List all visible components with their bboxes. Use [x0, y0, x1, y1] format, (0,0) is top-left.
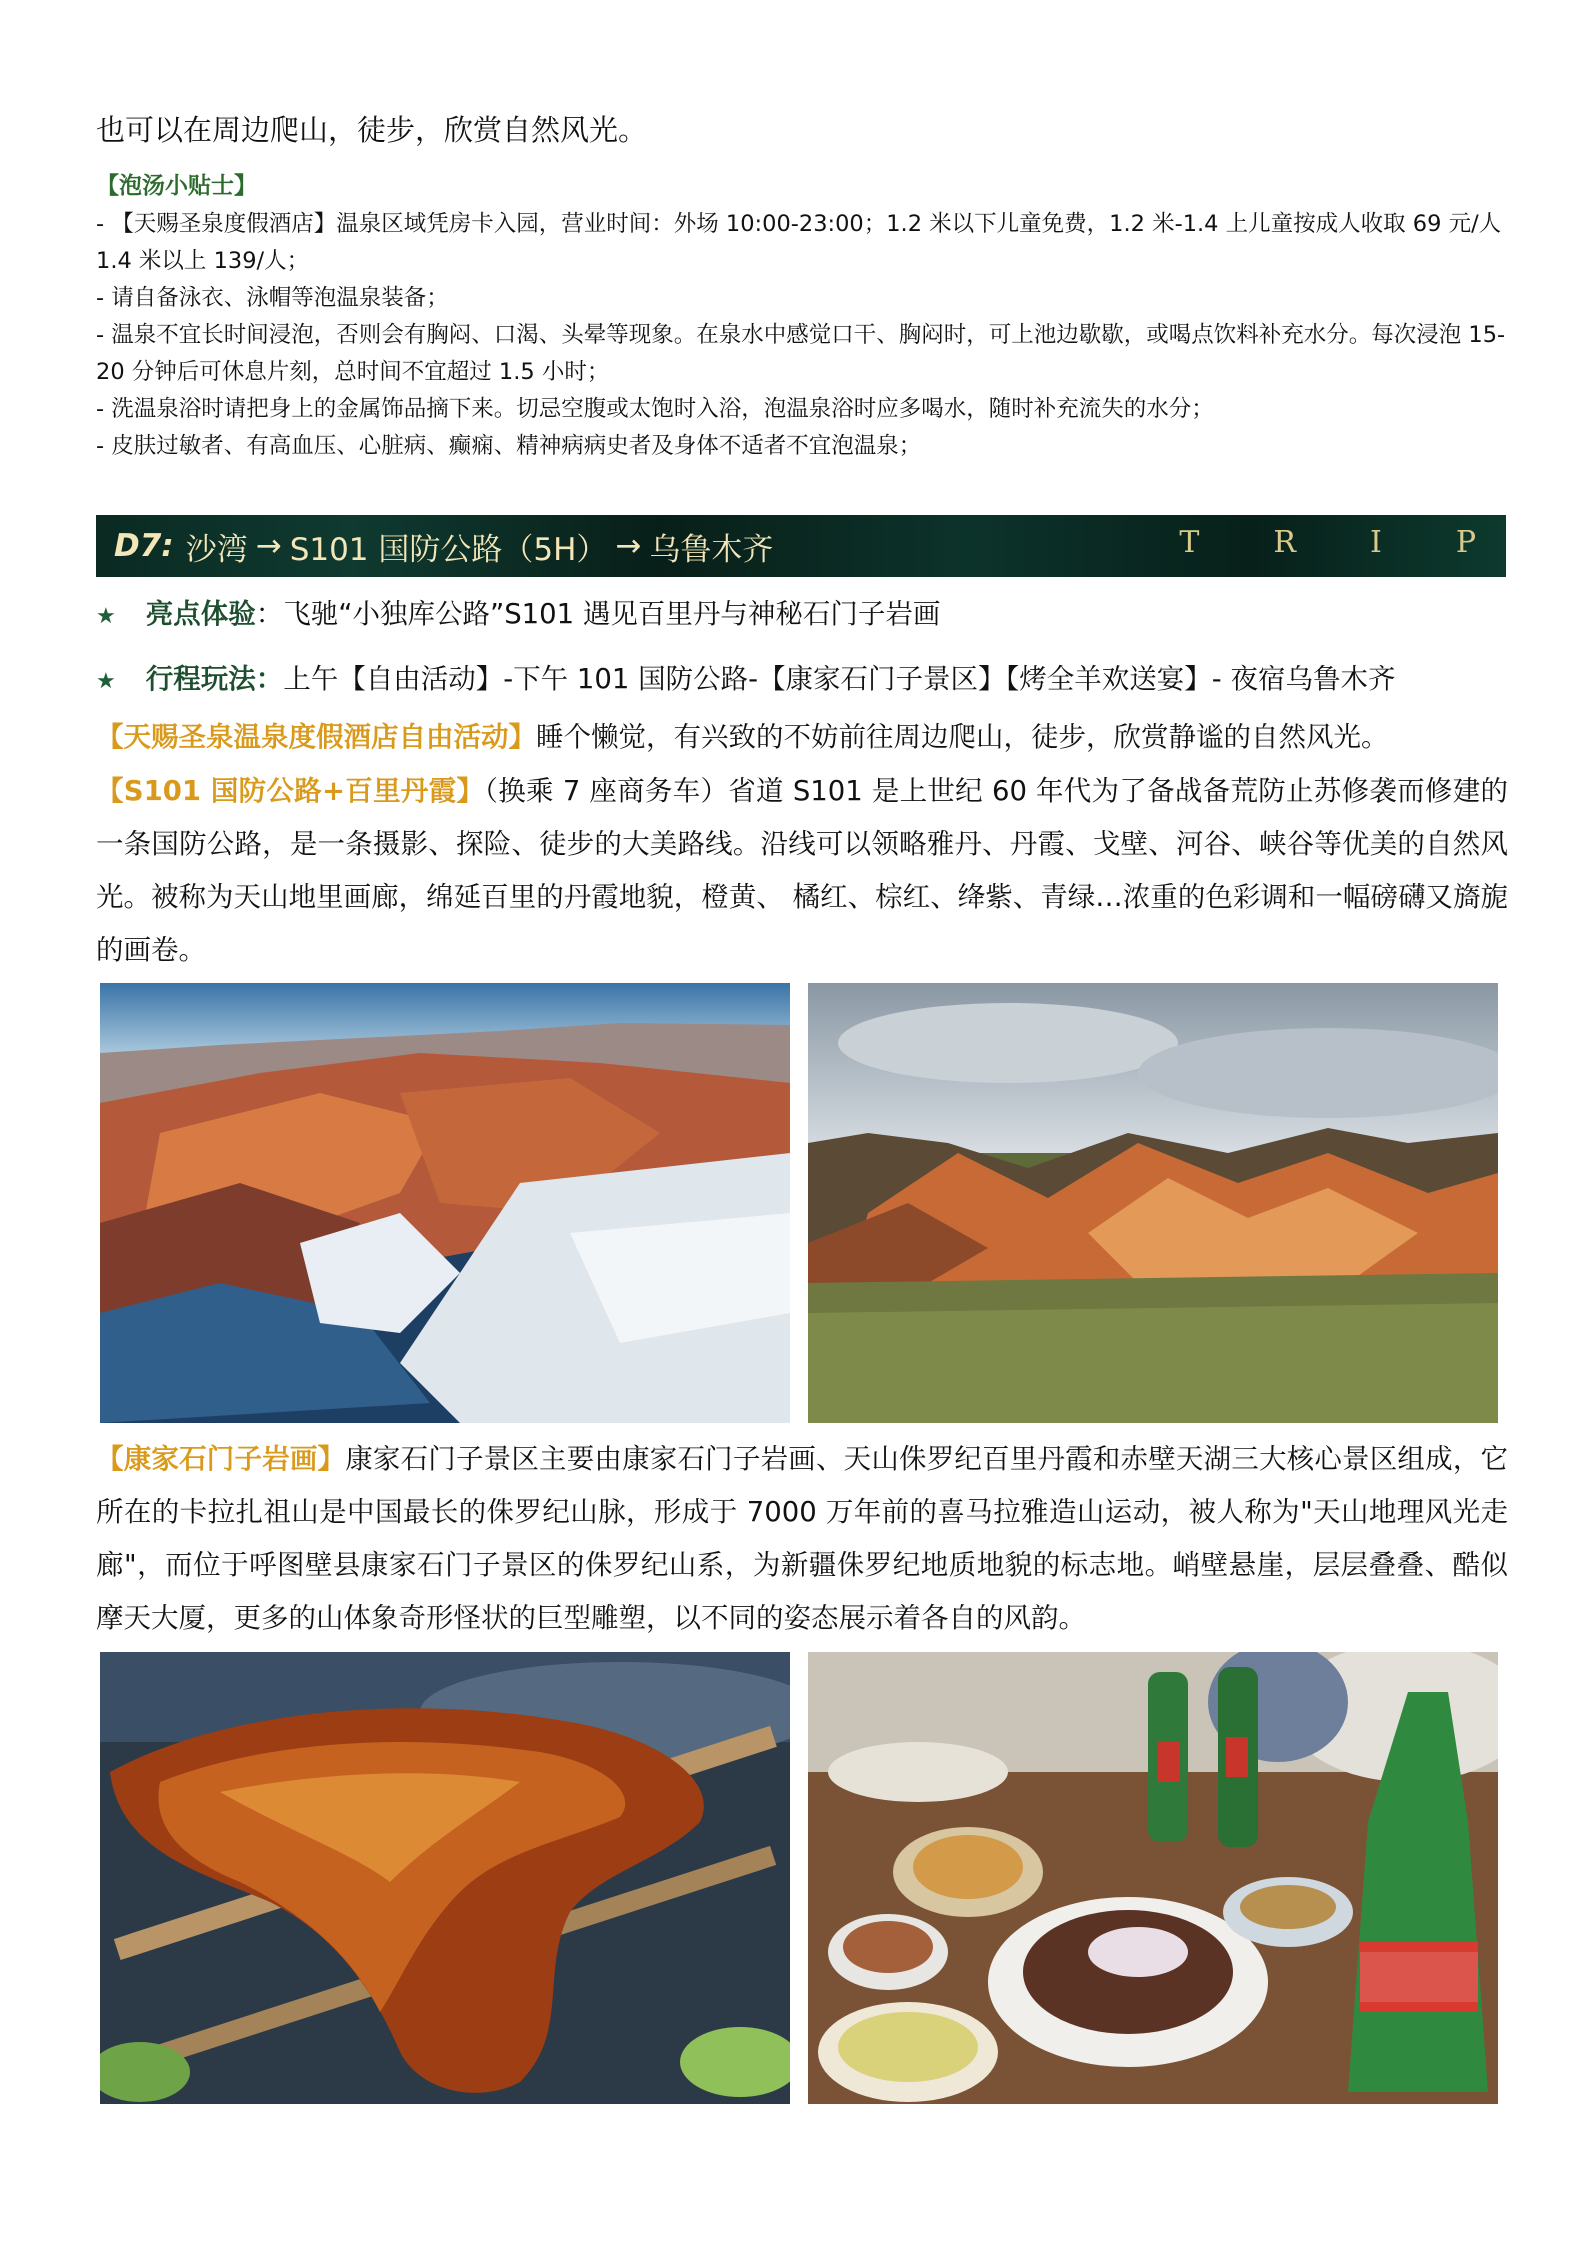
route-via: S101 国防公路（5H） [289, 531, 608, 568]
rainbow-hills-photo [808, 983, 1498, 1423]
highlight-label: 亮点体验 [145, 598, 256, 630]
route-from: 沙湾 [185, 531, 248, 568]
trip-wordmark [1179, 525, 1476, 560]
paragraph-kangjia [96, 1433, 1508, 1645]
route-arrow: → [255, 528, 282, 564]
tips-title: 【泡汤小贴士】 [96, 173, 257, 199]
danxia-aerial-photo [100, 983, 790, 1423]
paragraph-body: （换乘 7 座商务车）省道 S101 是上世纪 60 年代为了备战备荒防止苏修袭而修建的一条国防公路，是一条摄影、探险、徒步的大美路线。沿线可以领略雅丹、丹霞、戈壁、河谷、峡谷等优美的自然风光。被称为天山地里画廊，绵延百里的丹霞地貌，橙黄、 橘红、棕红、绛紫、青绿…浓重的色彩调和一幅磅礴又旖旎的画卷。 [96, 775, 1508, 966]
star-icon: ★ [96, 604, 116, 629]
route-arrow: → [615, 528, 642, 564]
trip-letter: T [1179, 525, 1200, 560]
tip-item: - 温泉不宜长时间浸泡，否则会有胸闷、口渴、头晕等现象。在泉水中感觉口干、胸闷时，可上池边歇歇，或喝点饮料补充水分。每次浸泡 15-20 分钟后可休息片刻，总时间不宜超过 1.5 小时； [96, 322, 1506, 385]
day-label: D7: [114, 528, 174, 564]
trip-letter: P [1455, 525, 1476, 560]
tip-item: - 【天赐圣泉度假酒店】温泉区域凭房卡入园，营业时间：外场 10:00-23:00；1.2 米以下儿童免费，1.2 米-1.4 上儿童按成人收取 69 元/人 1.4 米以上 139/人； [96, 211, 1502, 274]
trip-letter: I [1369, 525, 1382, 560]
paragraph-title: 【S101 国防公路+百里丹霞】 [96, 775, 485, 807]
paragraph-hotel [96, 711, 1508, 764]
highlight-text: ：飞驰“小独库公路”S101 遇见百里丹与神秘石门子岩画 [255, 598, 941, 630]
itinerary-label: 行程玩法： [145, 663, 284, 695]
tip-item: - 洗温泉浴时请把身上的金属饰品摘下来。切忌空腹或太饱时入浴，泡温泉浴时应多喝水，随时补充流失的水分； [96, 396, 1214, 422]
trip-letter: R [1273, 525, 1296, 560]
roast-lamb-photo [100, 1652, 790, 2104]
paragraph-title: 【天赐圣泉温泉度假酒店自由活动】 [96, 721, 536, 753]
paragraph-body: 康家石门子景区主要由康家石门子岩画、天山侏罗纪百里丹霞和赤壁天湖三大核心景区组成，它所在的卡拉扎祖山是中国最长的侏罗纪山脉，形成于 7000 万年前的喜马拉雅造山运动，被人称为"天山地理风光走廊"，而位于呼图壁县康家石门子景区的侏罗纪山系，为新疆侏罗纪地质地貌的标志地。峭壁悬崖，层层叠叠、酷似摩天大厦，更多的山体象奇形怪状的巨型雕塑，以不同的姿态展示着各自的风韵。 [96, 1443, 1509, 1634]
paragraph-body: 睡个懒觉，有兴致的不妨前往周边爬山，徒步，欣赏静谧的自然风光。 [536, 721, 1389, 753]
highlight-line [96, 591, 1508, 640]
star-icon: ★ [96, 669, 116, 694]
tip-item: - 皮肤过敏者、有高血压、心脏病、癫痫、精神病病史者及身体不适者不宜泡温泉； [96, 433, 922, 459]
day-banner [96, 515, 1506, 577]
tip-item: - 请自备泳衣、泳帽等泡温泉装备； [96, 285, 449, 311]
itinerary-text: 上午【自由活动】-下午 101 国防公路-【康家石门子景区】【烤全羊欢送宴】- 夜宿乌鲁木齐 [283, 663, 1396, 695]
itinerary-line [96, 656, 1508, 705]
paragraph-s101 [96, 765, 1508, 977]
feast-table-photo [808, 1652, 1498, 2104]
intro-text: 也可以在周边爬山，徒步，欣赏自然风光。 [96, 113, 648, 147]
tips-list [96, 206, 1506, 465]
paragraph-title: 【康家石门子岩画】 [96, 1443, 346, 1475]
route-to: 乌鲁木齐 [649, 531, 774, 568]
